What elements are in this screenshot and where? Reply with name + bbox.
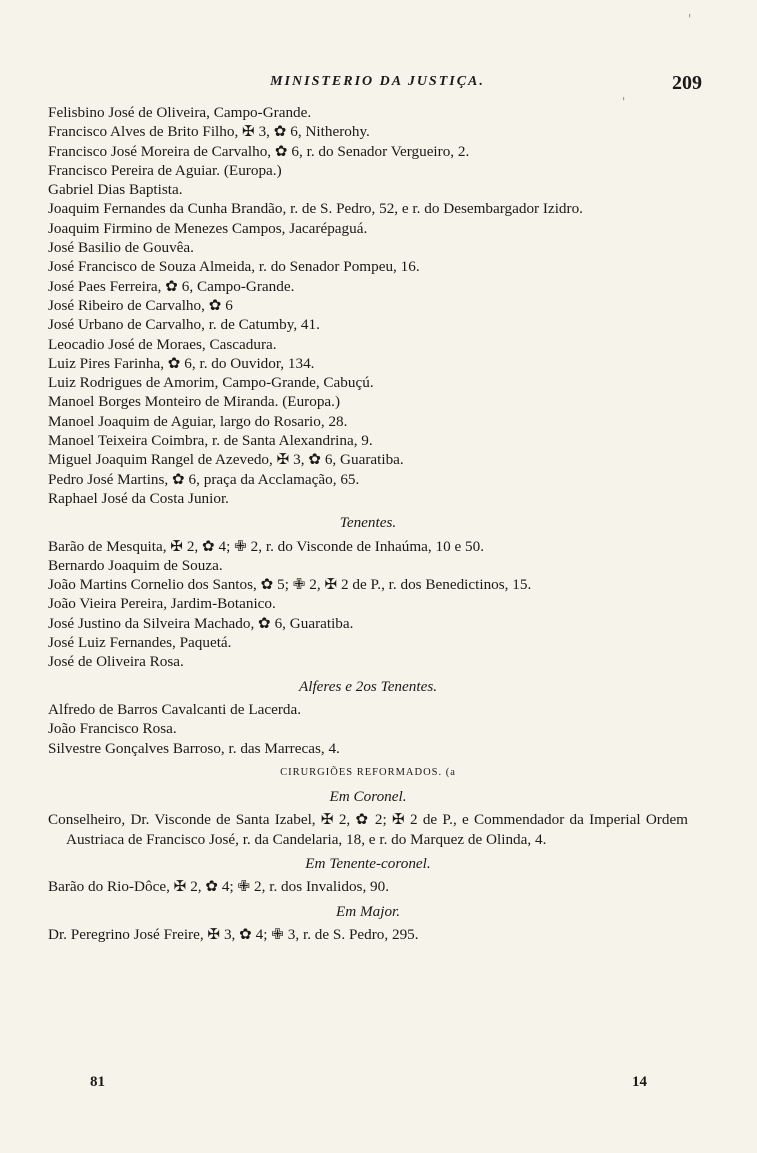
section-heading-alferes: Alferes e 2os Tenentes. [298, 677, 438, 695]
margin-speck: ' [622, 95, 626, 109]
page-body [48, 103, 688, 944]
list-item: João Martins Cornelio dos Santos, ✿ 5; ✙ 2, ✠ 2 de P., r. dos Benedictinos, 15. [48, 576, 532, 594]
section-heading-cirurgioes: CIRURGIÕES REFORMADOS. (a [280, 766, 456, 778]
list-item: Raphael José da Costa Junior. [48, 489, 229, 507]
list-item: Francisco Pereira de Aguiar. (Europa.) [48, 161, 282, 179]
list-item: Manoel Joaquim de Aguiar, largo do Rosario, 28. [48, 412, 348, 430]
list-item: Luiz Pires Farinha, ✿ 6, r. do Ouvidor, 134. [48, 354, 315, 372]
list-item: Francisco Alves de Brito Filho, ✠ 3, ✿ 6, Nitherohy. [48, 123, 370, 141]
list-block-5 [48, 877, 688, 896]
list-item: João Vieira Pereira, Jardim-Botanico. [48, 595, 276, 613]
list-item: Luiz Rodrigues de Amorim, Campo-Grande, Cabuçú. [48, 374, 374, 392]
list-block-6 [48, 925, 688, 944]
list-item: Gabriel Dias Baptista. [48, 181, 183, 199]
section-heading-coronel: Em Coronel. [329, 788, 407, 806]
list-item: José Francisco de Souza Almeida, r. do Senador Pompeu, 16. [48, 258, 420, 276]
list-block-4 [48, 810, 688, 849]
list-block-1 [48, 103, 688, 508]
list-item: Bernardo Joaquim de Souza. [48, 556, 223, 574]
list-item: Dr. Peregrino José Freire, ✠ 3, ✿ 4; ✙ 3, r. de S. Pedro, 295. [48, 925, 419, 943]
list-item: Francisco José Moreira de Carvalho, ✿ 6, r. do Senador Vergueiro, 2. [48, 142, 470, 160]
margin-speck: ' [688, 12, 692, 26]
list-item: Barão do Rio-Dôce, ✠ 2, ✿ 4; ✙ 2, r. dos Invalidos, 90. [48, 878, 390, 896]
section-heading-tenente-coronel: Em Tenente-coronel. [305, 854, 431, 872]
list-item: João Francisco Rosa. [48, 720, 177, 738]
list-item: José Urbano de Carvalho, r. de Catumby, 41. [48, 316, 320, 334]
list-item: José Justino da Silveira Machado, ✿ 6, Guaratiba. [48, 614, 354, 632]
list-item: José Basilio de Gouvêa. [48, 239, 194, 257]
running-title: MINISTERIO DA JUSTIÇA. [270, 74, 485, 89]
section-heading-tenentes: Tenentes. [339, 514, 397, 532]
list-item: Pedro José Martins, ✿ 6, praça da Acclamação, 65. [48, 470, 360, 488]
page-number: 209 [672, 72, 702, 94]
list-item: Barão de Mesquita, ✠ 2, ✿ 4; ✙ 2, r. do Visconde de Inhaúma, 10 e 50. [48, 537, 484, 555]
list-item: Silvestre Gonçalves Barroso, r. das Marrecas, 4. [48, 739, 340, 757]
list-item: José de Oliveira Rosa. [48, 653, 184, 671]
list-item: José Ribeiro de Carvalho, ✿ 6 [48, 296, 233, 314]
sheet-number: 14 [632, 1074, 647, 1090]
list-item: Conselheiro, Dr. Visconde de Santa Izabel, ✠ 2, ✿ 2; ✠ 2 de P., e Commendador da Imperial Ordem Austriaca de Francisco José, r. da Candelaria, 18, e r. do Marquez de Olinda, 4. [48, 811, 688, 848]
list-item: Miguel Joaquim Rangel de Azevedo, ✠ 3, ✿ 6, Guaratiba. [48, 451, 404, 469]
list-item: Joaquim Firmino de Menezes Campos, Jacarépaguá. [48, 219, 368, 237]
list-item: Manoel Teixeira Coimbra, r. de Santa Alexandrina, 9. [48, 432, 373, 450]
list-block-2 [48, 537, 688, 672]
list-item: Felisbino José de Oliveira, Campo-Grande. [48, 104, 312, 121]
list-item: José Paes Ferreira, ✿ 6, Campo-Grande. [48, 277, 295, 295]
page-header [45, 72, 710, 100]
signature-mark: 81 [90, 1074, 105, 1090]
list-item: Leocadio José de Moraes, Cascadura. [48, 335, 277, 353]
list-item: Manoel Borges Monteiro de Miranda. (Europa.) [48, 393, 341, 411]
list-item: José Luiz Fernandes, Paquetá. [48, 634, 232, 652]
list-item: Alfredo de Barros Cavalcanti de Lacerda. [48, 700, 302, 718]
section-heading-major: Em Major. [335, 902, 401, 920]
list-block-3 [48, 700, 688, 758]
list-item: Joaquim Fernandes da Cunha Brandão, r. de S. Pedro, 52, e r. do Desembargador Izidro. [48, 200, 583, 218]
